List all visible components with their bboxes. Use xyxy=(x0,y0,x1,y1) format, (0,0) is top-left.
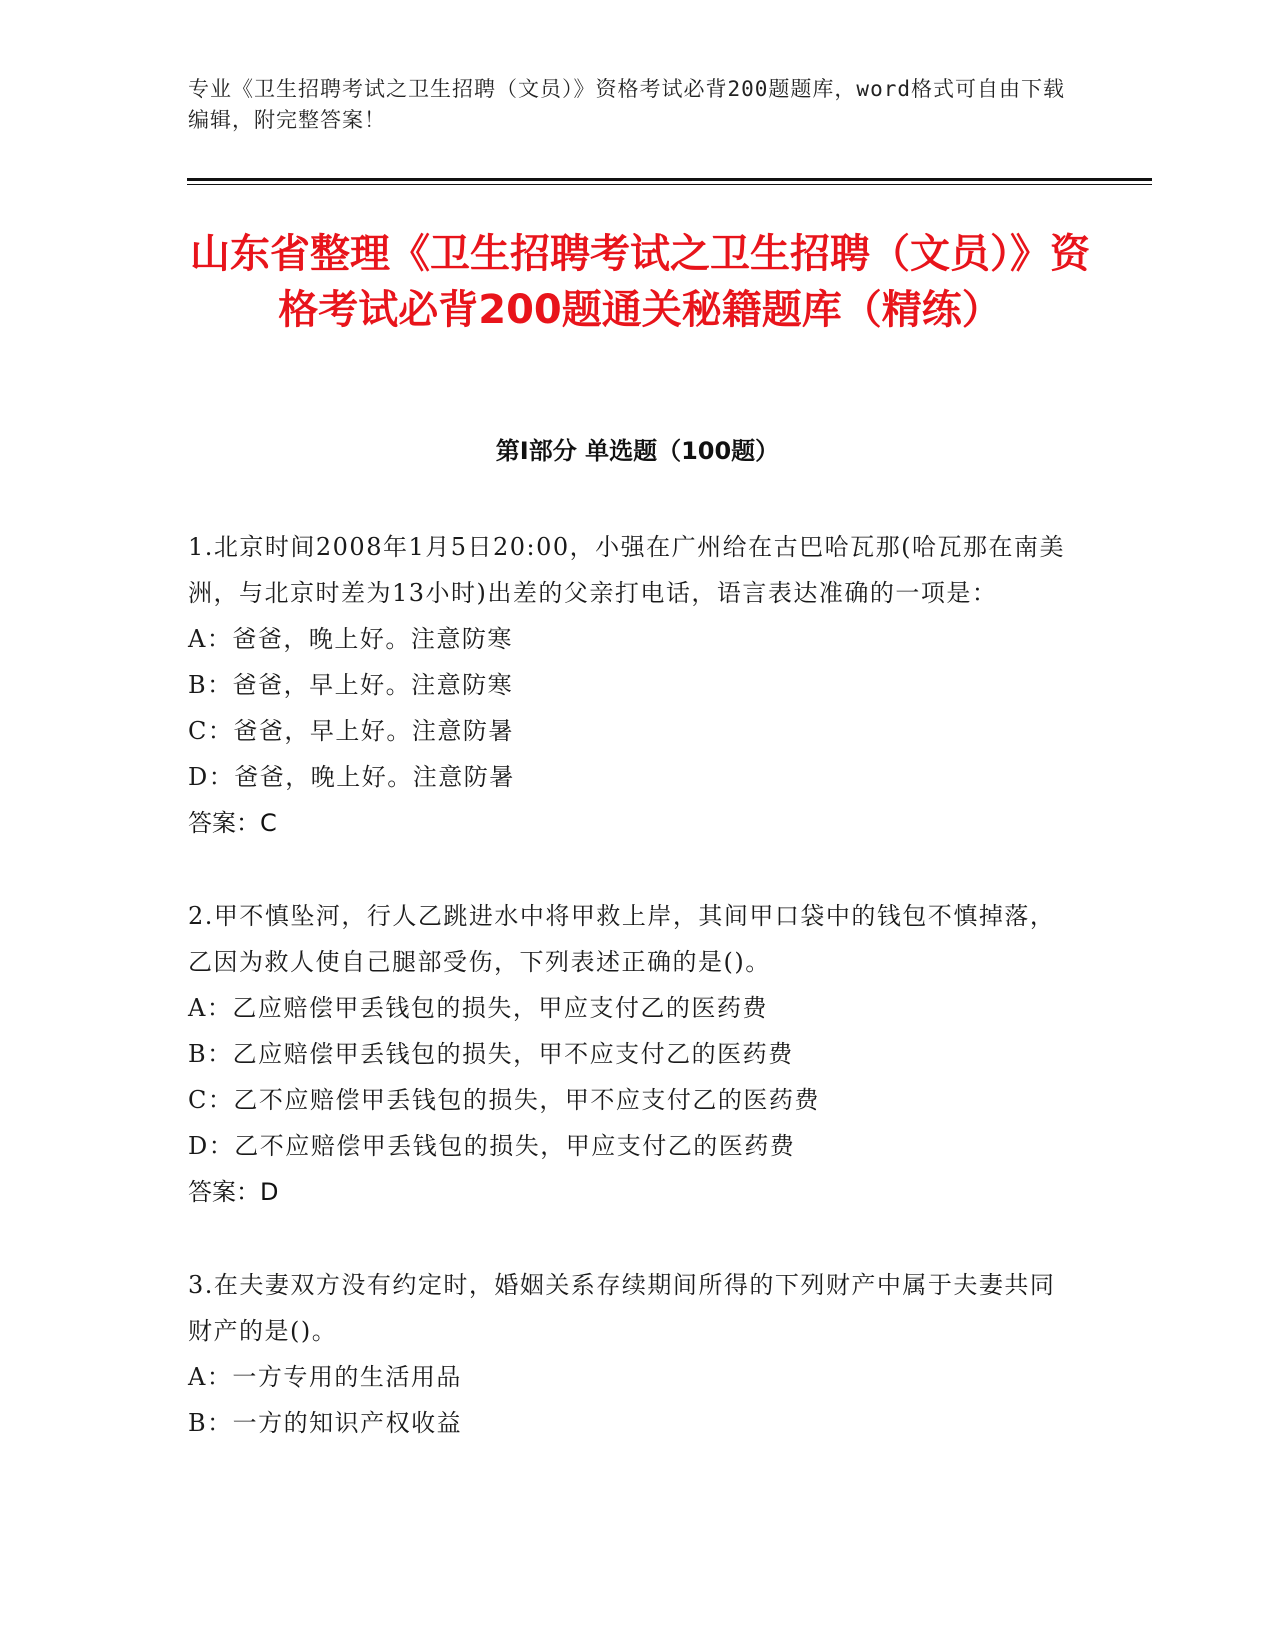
header-divider-thick xyxy=(187,178,1152,181)
answer-label: 答案：C xyxy=(188,809,277,837)
question-text: 1.北京时间2008年1月5日20:00，小强在广州给在古巴哈瓦那(哈瓦那在南美洲，与北京时差为13小时)出差的父亲打电话，语言表达准确的一项是： xyxy=(188,533,1066,607)
document-title: 山东省整理《卫生招聘考试之卫生招聘（文员）》资格考试必背200题通关秘籍题库（精练） xyxy=(190,231,1090,333)
option-d: D：乙不应赔偿甲丢钱包的损失，甲应支付乙的医药费 xyxy=(188,1132,796,1160)
option-a: A：乙应赔偿甲丢钱包的损失，甲应支付乙的医药费 xyxy=(188,994,768,1022)
question-list xyxy=(188,524,1068,1493)
section-heading: 第I部分 单选题（100题） xyxy=(495,437,780,465)
question-text: 3.在夫妻双方没有约定时，婚姻关系存续期间所得的下列财产中属于夫妻共同财产的是()。 xyxy=(188,1271,1056,1345)
option-c: C：乙不应赔偿甲丢钱包的损失，甲不应支付乙的医药费 xyxy=(188,1086,820,1114)
question-text: 2.甲不慎坠河，行人乙跳进水中将甲救上岸，其间甲口袋中的钱包不慎掉落，乙因为救人使自己腿部受伤，下列表述正确的是()。 xyxy=(188,902,1056,976)
question-item xyxy=(188,893,1068,1215)
option-b: B：一方的知识产权收益 xyxy=(188,1409,463,1437)
header-divider-thin xyxy=(187,184,1152,185)
option-b: B：爸爸，早上好。注意防寒 xyxy=(188,671,514,699)
header-note: 专业《卫生招聘考试之卫生招聘（文员）》资格考试必背200题题库，word格式可自由下载编辑，附完整答案！ xyxy=(188,77,1065,132)
question-item xyxy=(188,1262,1068,1446)
option-a: A：一方专用的生活用品 xyxy=(188,1363,462,1391)
question-item xyxy=(188,524,1068,846)
option-d: D：爸爸，晚上好。注意防暑 xyxy=(188,763,515,791)
answer-label: 答案：D xyxy=(188,1178,279,1206)
option-b: B：乙应赔偿甲丢钱包的损失，甲不应支付乙的医药费 xyxy=(188,1040,794,1068)
option-a: A：爸爸，晚上好。注意防寒 xyxy=(188,625,513,653)
option-c: C：爸爸，早上好。注意防暑 xyxy=(188,717,514,745)
